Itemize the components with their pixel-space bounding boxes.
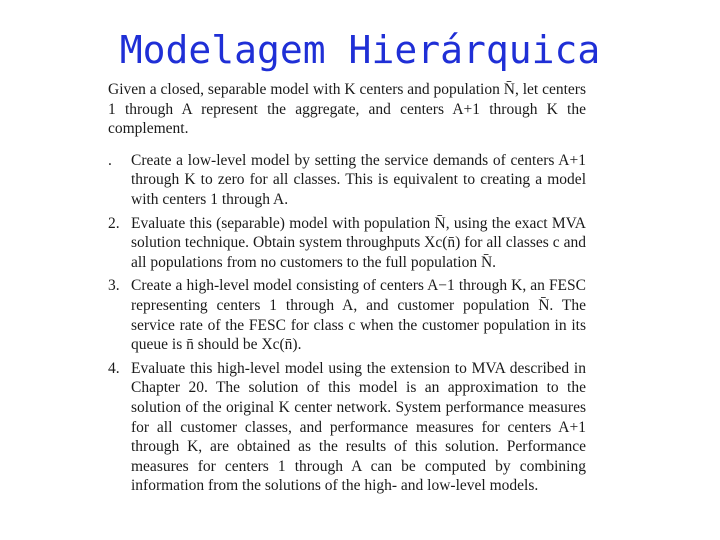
- step-item: [106, 151, 586, 210]
- step-item: [106, 214, 586, 273]
- intro-paragraph: Given a closed, separable model with K centers and population N̄, let centers 1 through A represent the aggregate, and centers A+1 through K the complement.: [108, 81, 586, 138]
- step-text: Evaluate this (separable) model with population N̄, using the exact MVA solution technique. Obtain system throughputs Xc(n̄) for all classes c and all populations from no customers to the full population N̄.: [131, 214, 586, 271]
- step-number: .: [108, 151, 112, 169]
- step-text: Evaluate this high-level model using the extension to MVA described in Chapter 20. The solution of this model is an approximation to the solution of the original K center network. System performance measures for all customer classes, and performance measures for centers A+1 through K, are obtained as the results of this solution. Performance measures for centers 1 through A can be computed by combining information from the solutions of the high- and low-level models.: [131, 359, 586, 495]
- step-text: Create a low-level model by setting the service demands of centers A+1 through K to zero for all classes. This is equivalent to creating a model with centers 1 through A.: [131, 151, 586, 208]
- step-number: 2.: [108, 214, 120, 232]
- step-number: 3.: [108, 277, 120, 295]
- steps-list: [106, 151, 586, 496]
- step-item: [106, 276, 586, 354]
- scanned-text-block: [106, 80, 586, 500]
- slide-title: Modelagem Hierárquica: [119, 28, 601, 72]
- step-number: 4.: [108, 359, 120, 377]
- step-item: [106, 359, 586, 496]
- step-text: Create a high-level model consisting of centers A−1 through K, an FESC representing centers 1 through A, and customer population N̄. The service rate of the FESC for class c when the customer population in its queue is n̄ should be Xc(n̄).: [131, 277, 586, 354]
